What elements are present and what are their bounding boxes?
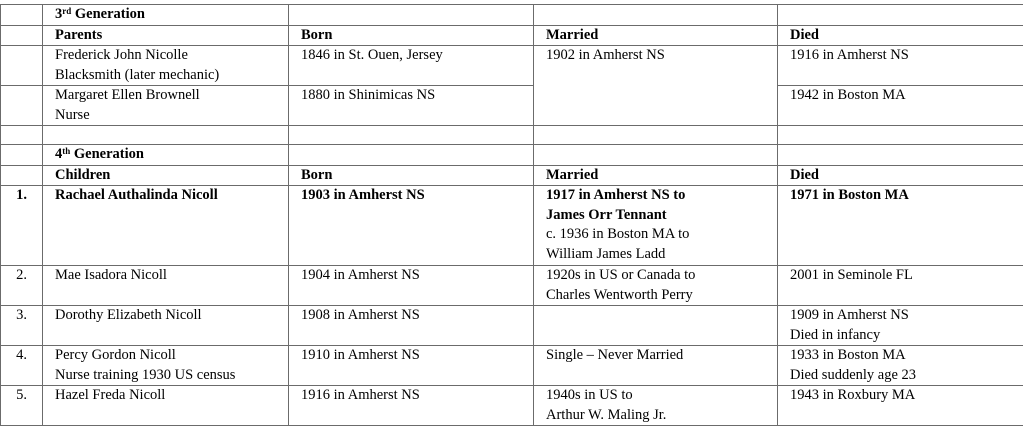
child-died: 2001 in Seminole FL — [778, 266, 1023, 306]
child-number: 2. — [1, 266, 43, 306]
child-died: 1971 in Boston MA — [778, 186, 1023, 266]
child-name: Percy Gordon Nicoll Nurse training 1930 US census — [43, 346, 289, 386]
child-married: 1917 in Amherst NS to James Orr Tennant c. 1936 in Boston MA to William James Ladd — [534, 186, 778, 266]
child-died: 1933 in Boston MA Died suddenly age 23 — [778, 346, 1023, 386]
child-row — [1, 186, 1023, 266]
header-parents: Parents — [43, 25, 289, 46]
child-number: 5. — [1, 386, 43, 426]
child-name: Dorothy Elizabeth Nicoll — [43, 306, 289, 346]
column-header-row — [1, 165, 1023, 186]
header-married: Married — [534, 25, 778, 46]
child-number: 3. — [1, 306, 43, 346]
header-died: Died — [778, 25, 1023, 46]
child-name: Rachael Authalinda Nicoll — [43, 186, 289, 266]
child-born: 1910 in Amherst NS — [289, 346, 534, 386]
child-married — [534, 306, 778, 346]
parents-married-cell: 1902 in Amherst NS — [534, 46, 778, 126]
child-married: Single – Never Married — [534, 346, 778, 386]
child-born: 1916 in Amherst NS — [289, 386, 534, 426]
child-row — [1, 306, 1023, 346]
child-number: 1. — [1, 186, 43, 266]
header-children: Children — [43, 165, 289, 186]
parent-died-cell: 1942 in Boston MA — [778, 86, 1023, 126]
child-row — [1, 346, 1023, 386]
header-died: Died — [778, 165, 1023, 186]
header-born: Born — [289, 25, 534, 46]
header-married: Married — [534, 165, 778, 186]
parent-row — [1, 86, 1023, 126]
child-died: 1909 in Amherst NS Died in infancy — [778, 306, 1023, 346]
child-number: 4. — [1, 346, 43, 386]
header-born: Born — [289, 165, 534, 186]
child-married: 1920s in US or Canada to Charles Wentworth Perry — [534, 266, 778, 306]
child-married: 1940s in US to Arthur W. Maling Jr. — [534, 386, 778, 426]
parent-name-cell: Frederick John Nicolle Blacksmith (later mechanic) — [43, 46, 289, 86]
child-row — [1, 386, 1023, 426]
column-header-row — [1, 25, 1023, 46]
parent-born-cell: 1880 in Shinimicas NS — [289, 86, 534, 126]
parent-name-cell: Margaret Ellen Brownell Nurse — [43, 86, 289, 126]
child-died: 1943 in Roxbury MA — [778, 386, 1023, 426]
generation-heading: 4th Generation — [43, 145, 289, 166]
child-born: 1908 in Amherst NS — [289, 306, 534, 346]
child-row — [1, 266, 1023, 306]
child-name: Mae Isadora Nicoll — [43, 266, 289, 306]
child-born: 1904 in Amherst NS — [289, 266, 534, 306]
child-name: Hazel Freda Nicoll — [43, 386, 289, 426]
spacer-row — [1, 126, 1023, 145]
generation-heading: 3rd Generation — [43, 5, 289, 26]
parent-died-cell: 1916 in Amherst NS — [778, 46, 1023, 86]
parent-born-cell: 1846 in St. Ouen, Jersey — [289, 46, 534, 86]
generation-heading-row — [1, 145, 1023, 166]
generation-heading-row — [1, 5, 1023, 26]
genealogy-table — [0, 4, 1023, 426]
child-born: 1903 in Amherst NS — [289, 186, 534, 266]
parent-row — [1, 46, 1023, 86]
number-cell — [1, 5, 43, 26]
